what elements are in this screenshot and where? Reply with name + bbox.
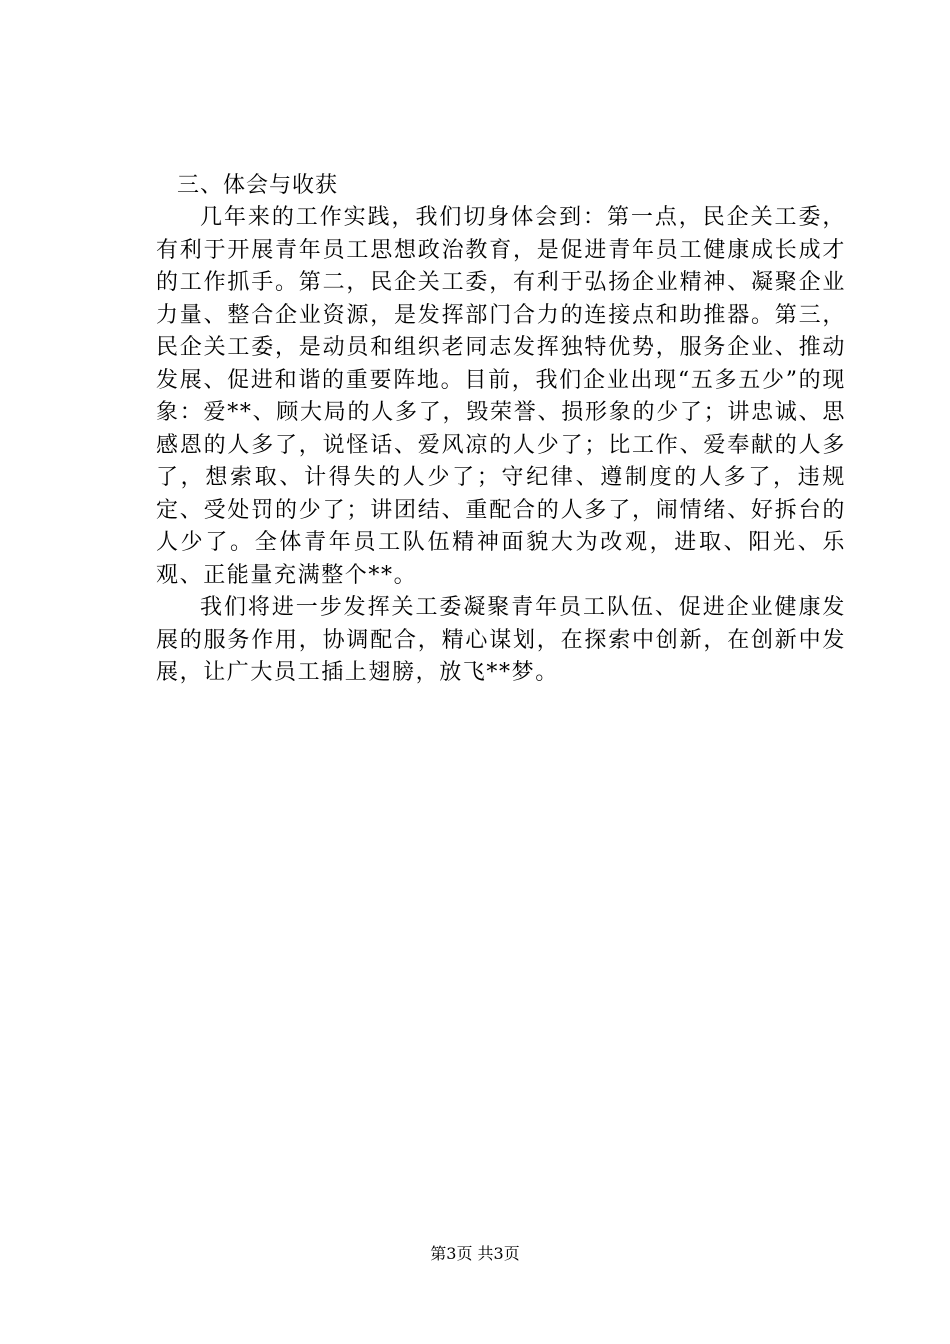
page-number-label: 第3页 共3页 (430, 1244, 520, 1263)
body-paragraph-1: 几年来的工作实践，我们切身体会到：第一点，民企关工委，有利于开展青年员工思想政治教育，是促进青年员工健康成长成才的工作抓手。第二，民企关工委，有利于弘扬企业精神、凝聚企业力量、整合企业资源，是发挥部门合力的连接点和助推器。第三，民企关工委，是动员和组织老同志发挥独特优势，服务企业、推动发展、促进和谐的重要阵地。目前，我们企业出现“五多五少”的现象：爱**、顾大局的人多了，毁荣誉、损形象的少了；讲忠诚、思感恩的人多了，说怪话、爱风凉的人少了；比工作、爱奉献的人多了，想索取、计得失的人少了；守纪律、遵制度的人多了，违规定、受处罚的少了；讲团结、重配合的人多了，闹情绪、好拆台的人少了。全体青年员工队伍精神面貌大为改观，进取、阳光、乐观、正能量充满整个**。 (156, 205, 846, 588)
body-paragraph-2: 我们将进一步发挥关工委凝聚青年员工队伍、促进企业健康发展的服务作用，协调配合，精心谋划，在探索中创新，在创新中发展，让广大员工插上翅膀，放飞**梦。 (156, 595, 846, 685)
section-heading: 三、体会与收获 (177, 173, 339, 198)
page-footer (0, 1243, 950, 1265)
document-body (156, 170, 846, 690)
